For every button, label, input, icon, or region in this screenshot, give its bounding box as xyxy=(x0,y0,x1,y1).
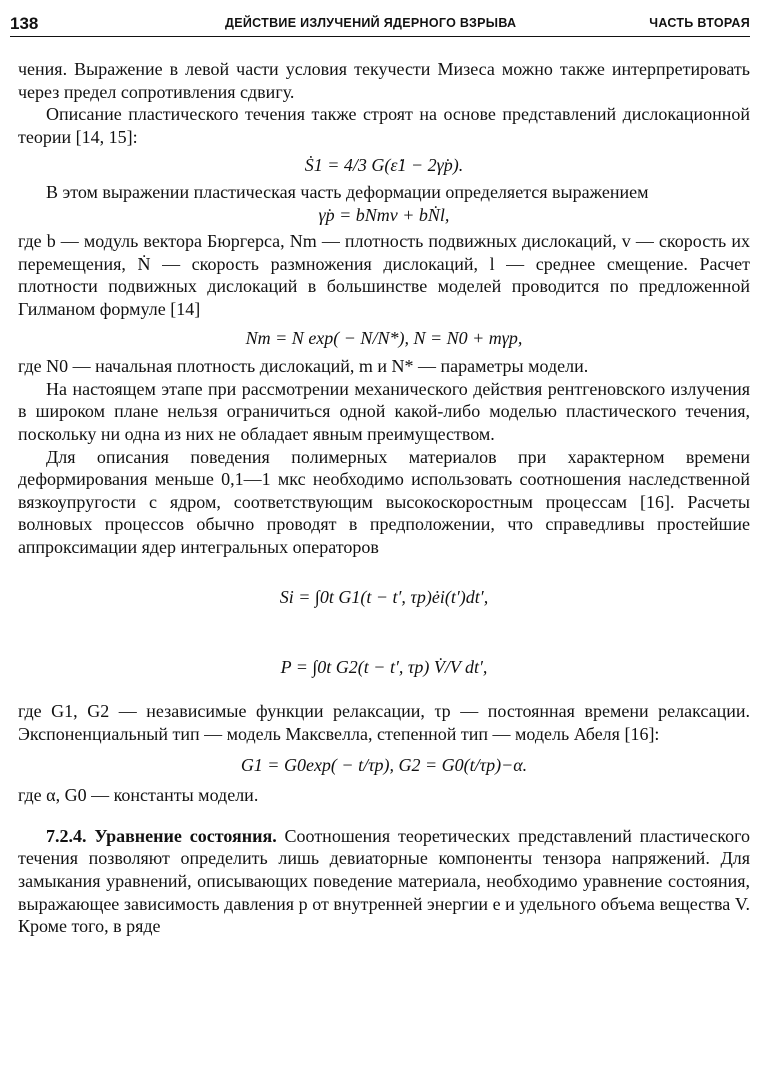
paragraph: где α, G0 — константы модели. xyxy=(18,785,259,806)
page-number: 138 xyxy=(10,14,39,33)
paragraph: Для описания поведения полимерных материалов при характерном времени деформирования меньше 0,1—1 мкс необходимо использовать соотношения наследственной вязкоупругости с ядром, соответствующим высокоскоростным процессам [16]. Расчеты волновых процессов обычно проводят в предположении, что справедливы простейшие аппроксимации ядер интегральных операторов xyxy=(18,446,750,557)
paragraph: На настоящем этапе при рассмотрении механического действия рентгеновского излучения в широком плане нельзя ограничиться одной какой-либо моделью пластического течения, поскольку ни одна из них не обладает явным преимуществом. xyxy=(18,378,750,444)
section-paragraph xyxy=(18,825,750,938)
formula-stress-rate: Ṡ1 = 4/3 G(ε̇1 − 2γ̇p). xyxy=(304,155,464,176)
page-body xyxy=(18,58,750,938)
paragraph: где b — модуль вектора Бюргерса, Nm — плотность подвижных дислокаций, v — скорость их перемещения, Ṅ — скорость размножения дислокаций, l — среднее смещение. Расчет плотности подвижных дислокаций в большинстве моделей проводится по предложенной Гилманом формуле [14] xyxy=(18,231,750,319)
formula-gilman: Nm = N exp( − N/N*), N = N0 + mγp, xyxy=(245,327,523,348)
section-heading: 7.2.4. Уравнение состояния. xyxy=(46,825,277,846)
page-header xyxy=(10,12,750,37)
formula-integral-p xyxy=(18,634,750,700)
running-title: ДЕЙСТВИЕ ИЗЛУЧЕНИЙ ЯДЕРНОГО ВЗРЫВА xyxy=(225,16,517,30)
paragraph: Описание пластического течения также строят на основе представлений дислокационной теории [14, 15]: xyxy=(18,104,750,147)
paragraph: где G1, G2 — независимые функции релаксации, τp — постоянная времени релаксации. Экспоненциальный тип — модель Максвелла, степенной тип — модель Абеля [16]: xyxy=(18,701,750,745)
formula-relaxation: G1 = G0exp( − t/τp), G2 = G0(t/τp)−α. xyxy=(240,754,528,775)
paragraph: где N0 — начальная плотность дислокаций, m и N* — параметры модели. xyxy=(18,356,589,377)
paragraph: чения. Выражение в левой части условия текучести Мизеса можно также интерпретировать через предел сопротивления сдвигу. xyxy=(18,59,750,102)
formula-plastic-strain: γ̇p = bNmv + bṄl, xyxy=(318,204,450,225)
part-label: ЧАСТЬ ВТОРАЯ xyxy=(649,16,750,30)
section-text: Соотношения теоретических представлений пластического течения позволяют определить лишь девиаторные компоненты тензора напряжений. Для замыкания уравнений, описывающих поведение материала, необходимо уравнение состояния, выражающее зависимость давления p от внутренней энергии e и удельного объема вещества V. Кроме того, в ряде xyxy=(18,825,751,937)
formula-text: Si = ∫0t G1(t − t′, τp)ėi(t′)dt′, xyxy=(279,587,489,608)
formula-integral-si xyxy=(18,564,750,630)
formula-text: P = ∫0t G2(t − t′, τp) V̇/V dt′, xyxy=(280,657,488,678)
paragraph: В этом выражении пластическая часть деформации определяется выражением xyxy=(46,181,649,202)
